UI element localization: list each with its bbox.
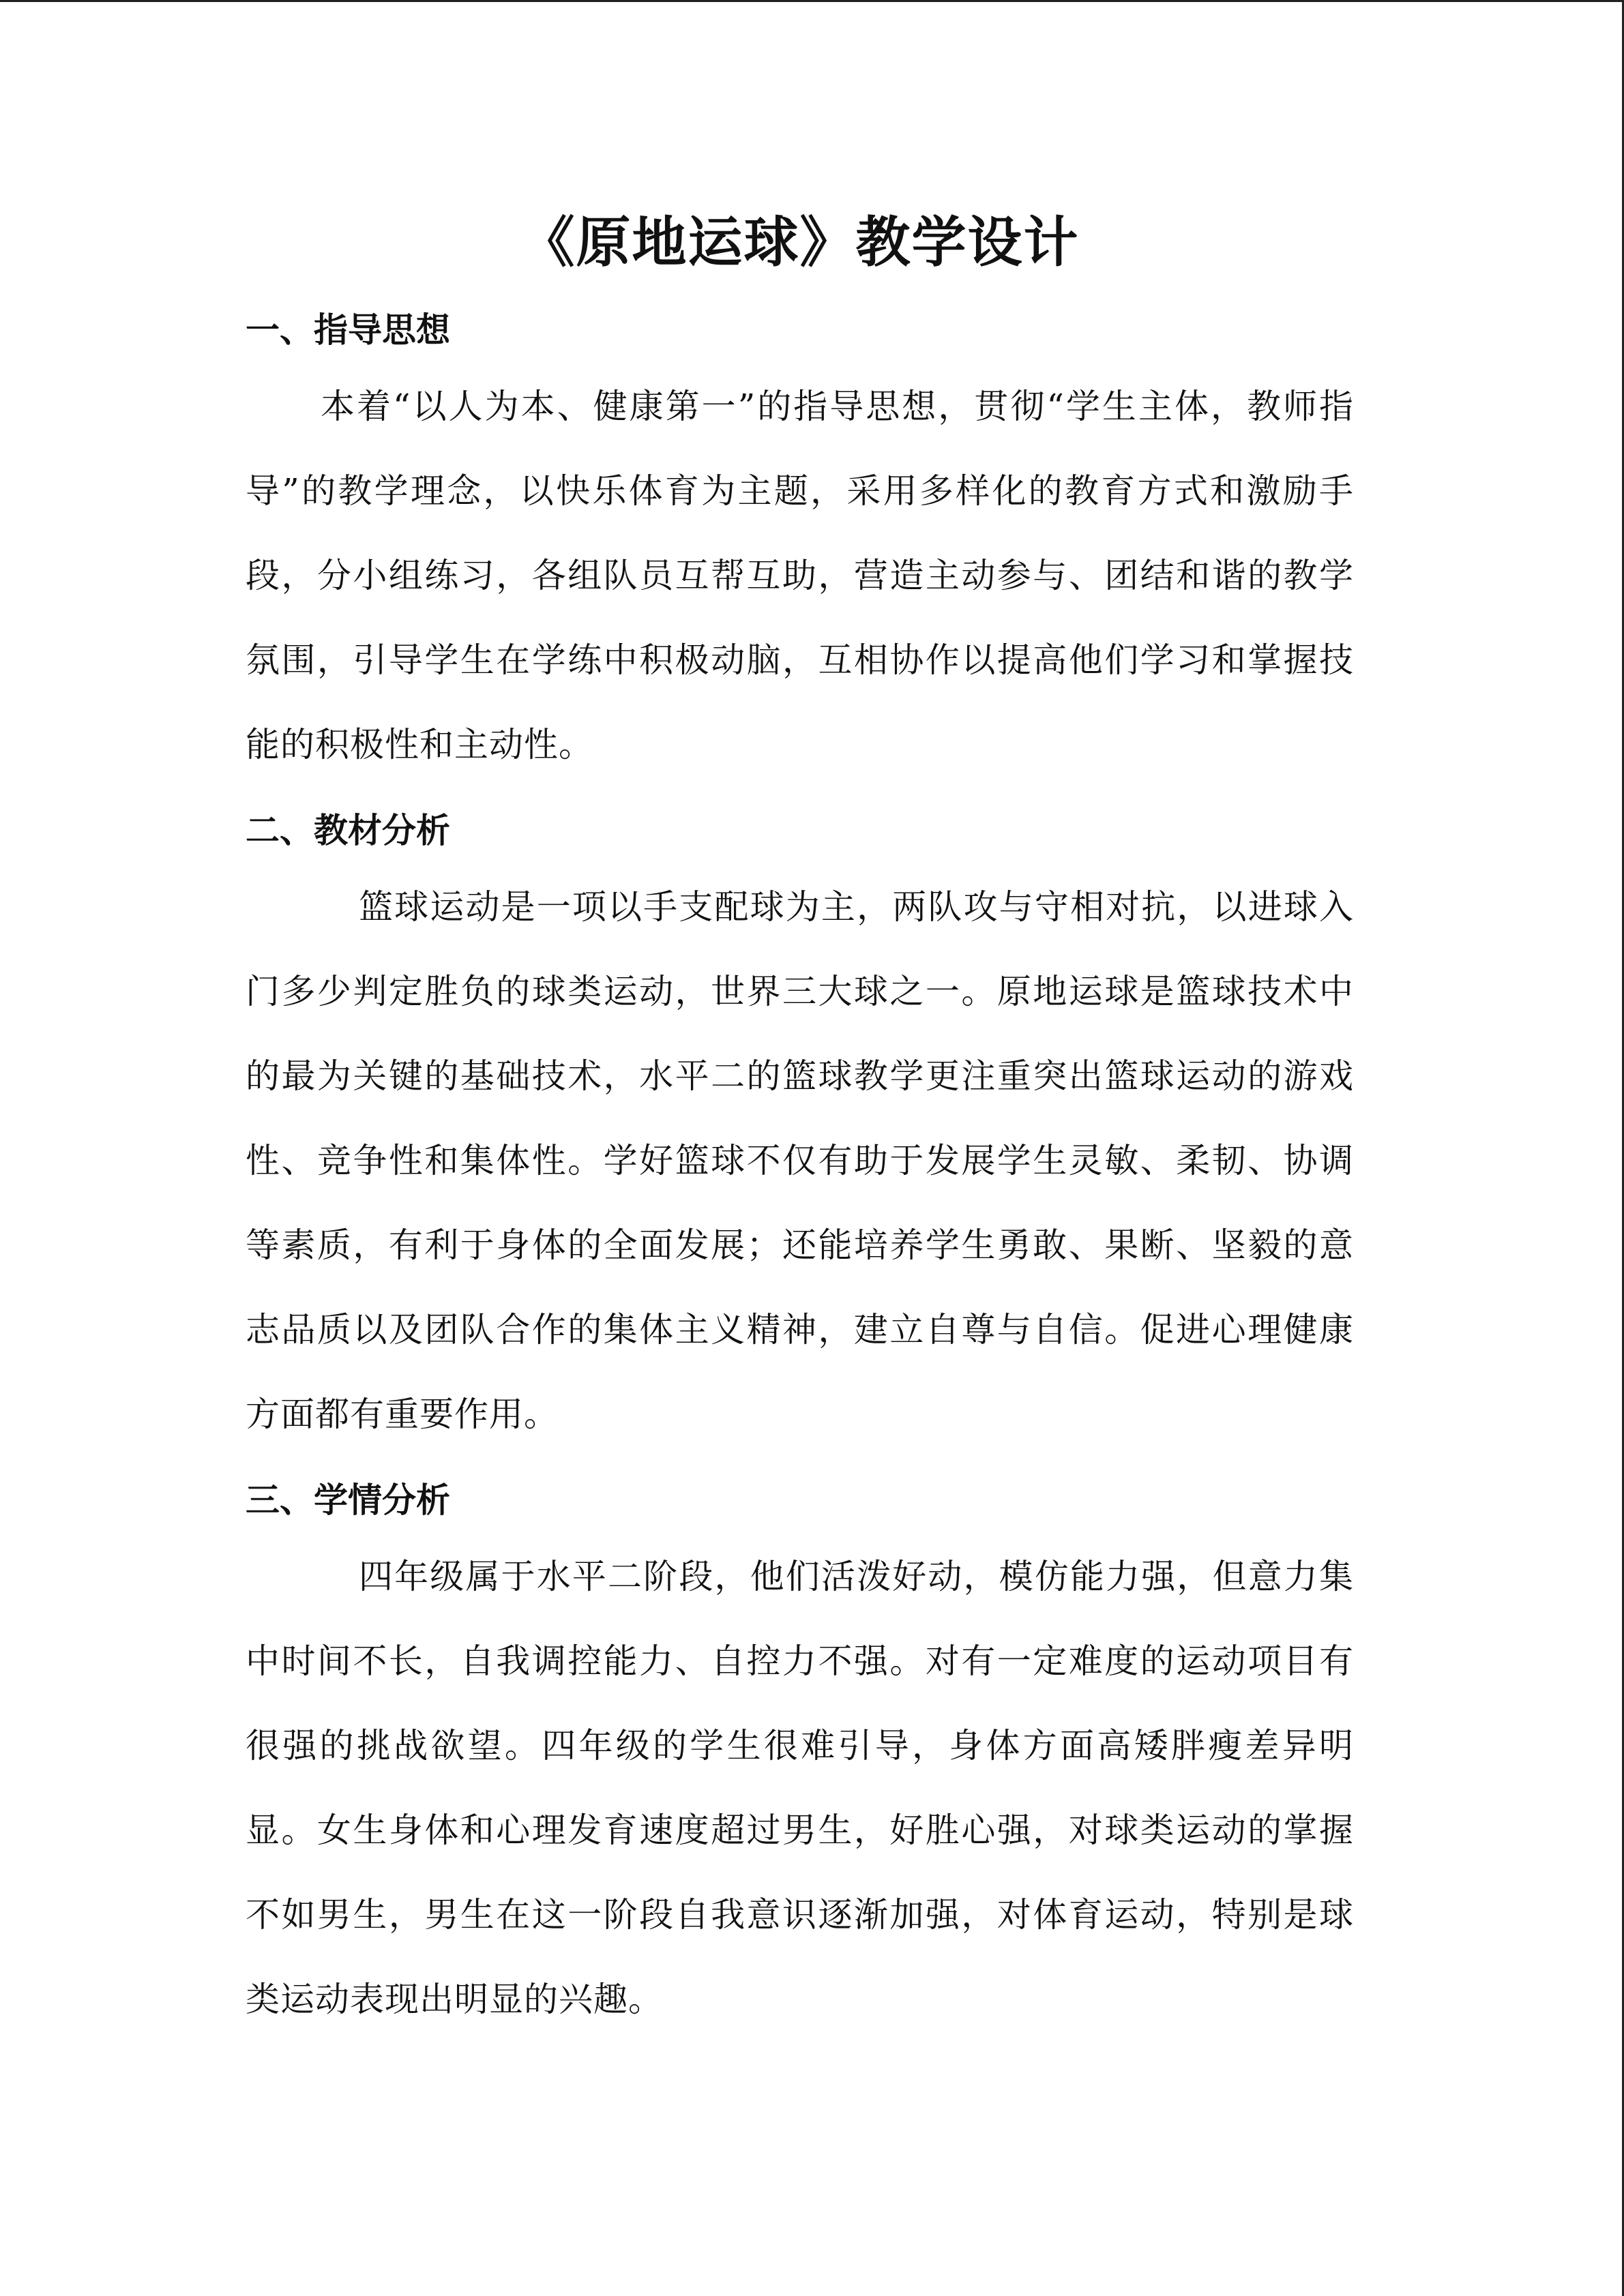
section-paragraph: 四年级属于水平二阶段，他们活泼好动，模仿能力强，但意力集中时间不长，自我调控能力、自控力不强。对有一定难度的运动项目有很强的挑战欲望。四年级的学生很难引导，身体方面高矮胖瘦差异明显。女生身体和心理发育速度超过男生，好胜心强，对球类运动的掌握不如男生，男生在这一阶段自我意识逐渐加强，对体育运动，特别是球类运动表现出明显的兴趣。 [246, 1557, 1354, 2019]
page-top-border [0, 0, 1624, 2]
section-material-analysis [246, 796, 1354, 1457]
document-title: 《原地运球》教学设计 [520, 210, 1080, 274]
section-paragraph: 篮球运动是一项以手支配球为主，两队攻与守相对抗，以进球入门多少判定胜负的球类运动，世界三大球之一。原地运球是篮球技术中的最为关键的基础技术，水平二的篮球教学更注重突出篮球运动的游戏性、竞争性和集体性。学好篮球不仅有助于发展学生灵敏、柔韧、协调等素质，有利于身体的全面发展；还能培养学生勇敢、果断、坚毅的意志品质以及团队合作的集体主义精神，建立自尊与自信。促进心理健康方面都有重要作用。 [246, 887, 1354, 1434]
section-heading: 三、学情分析 [246, 1480, 450, 1520]
document-page [246, 198, 1354, 2042]
section-heading: 二、教材分析 [246, 810, 450, 850]
section-heading: 一、指导思想 [246, 310, 450, 350]
section-paragraph: 本着“以人为本、健康第一”的指导思想，贯彻“学生主体，教师指导”的教学理念，以快乐体育为主题，采用多样化的教育方式和激励手段，分小组练习，各组队员互帮互助，营造主动参与、团结和谐的教学氛围，引导学生在学练中积极动脑，互相协作以提高他们学习和掌握技能的积极性和主动性。 [246, 387, 1354, 764]
section-guiding-thought [246, 296, 1354, 787]
section-student-analysis [246, 1466, 1354, 2042]
